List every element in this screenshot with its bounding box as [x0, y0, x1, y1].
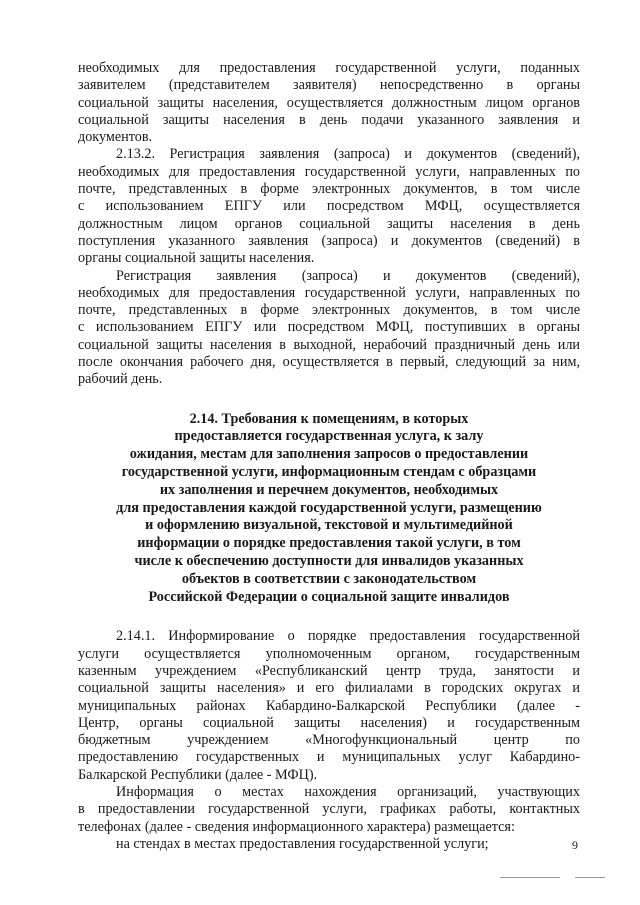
- text-line: 2.13.2. Регистрация заявления (запроса) и документов (сведений),: [116, 146, 580, 163]
- text-line: социальной защиты населения, осуществляется должностным лицом органов: [78, 94, 580, 111]
- text-line: социальной защиты населения в день подачи указанного заявления и: [78, 111, 580, 128]
- document-page: [78, 60, 580, 853]
- heading-line: информации о порядке предоставления такой услуги, в том: [137, 535, 521, 552]
- text-line: почте, представленных в форме электронных документов, в том числе: [78, 181, 580, 198]
- text-line: социальной защиты населения» и его филиалами в городских округах и: [78, 680, 580, 697]
- text-line: с использованием ЕПГУ или посредством МФЦ, осуществляется: [78, 198, 580, 215]
- paragraph-stands: [78, 836, 580, 853]
- text-line: казенным учреждением «Республиканский центр труда, занятости и: [78, 663, 580, 679]
- text-line: в предоставлении государственной услуги, графиках работы, контактных: [78, 801, 580, 818]
- text-line: необходимых для предоставления государственной услуги, направленных по: [78, 163, 580, 180]
- text-line: Регистрация заявления (запроса) и документов (сведений),: [116, 267, 580, 284]
- text-line: бюджетным учреждением «Многофункциональный центр по: [78, 732, 580, 749]
- text-line: органы социальной защиты населения.: [78, 250, 315, 267]
- text-line: телефонах (далее - сведения информационного характера) размещается:: [78, 818, 515, 835]
- page-number: 9: [572, 838, 578, 852]
- text-line: заявителем (представителем заявителя) непосредственно в органы: [78, 77, 580, 94]
- heading-line: числе к обеспечению доступности для инвалидов указанных: [134, 553, 524, 570]
- text-line: Информация о местах нахождения организаций, участвующих: [116, 784, 580, 801]
- text-line: Балкарской Республики (далее - МФЦ).: [78, 766, 318, 783]
- text-line: необходимых для предоставления государственной услуги, направленных по: [78, 284, 580, 301]
- text-line: социальной защиты населения в выходной, нерабочий праздничный день или: [78, 336, 580, 353]
- text-line: услуги осуществляется уполномоченным органом, государственным: [78, 645, 580, 662]
- scan-edge-mark: [500, 877, 560, 878]
- text-line: с использованием ЕПГУ или посредством МФЦ, поступивших в органы: [78, 319, 580, 336]
- text-line: предоставлению государственных и муниципальных услуг Кабардино-: [78, 749, 580, 766]
- text-line: поступления указанного заявления (запроса) и документов (сведений) в: [78, 232, 580, 249]
- paragraph-information: [78, 784, 580, 836]
- text-line: 2.14.1. Информирование о порядке предоставления государственной: [116, 628, 580, 645]
- heading-line: предоставляется государственная услуга, к залу: [174, 428, 484, 445]
- heading-line: государственной услуги, информационным стендам с образцами: [121, 464, 537, 481]
- heading-line: для предоставления каждой государственной услуги, размещению: [116, 499, 542, 516]
- section-heading-2-14: [78, 411, 580, 607]
- heading-line: и оформлению визуальной, текстовой и мультимедийной: [145, 517, 513, 534]
- heading-line: 2.14. Требования к помещениям, в которых: [189, 410, 469, 427]
- heading-line: ожидания, местам для заполнения запросов о предоставлении: [129, 446, 529, 463]
- text-line: необходимых для предоставления государственной услуги, поданных: [78, 60, 580, 76]
- text-line: муниципальных районах Кабардино-Балкарской Республики (далее -: [78, 697, 580, 714]
- text-line: на стендах в местах предоставления государственной услуги;: [116, 835, 489, 852]
- paragraph-2-14-1: [78, 628, 580, 784]
- paragraph-2-13-2: [78, 146, 580, 267]
- scan-edge-mark: [575, 877, 605, 878]
- heading-line: Российской Федерации о социальной защите инвалидов: [148, 588, 510, 605]
- text-line: должностным лицом органов социальной защиты населения в день: [78, 215, 580, 232]
- text-line: Центр, органы социальной защиты населения) и государственным: [78, 714, 580, 731]
- paragraph-intro: [78, 60, 580, 146]
- paragraph-registration: [78, 268, 580, 389]
- heading-line: объектов в соответствии с законодательством: [181, 570, 477, 587]
- text-line: после окончания рабочего дня, осуществляется в первый, следующий за ним,: [78, 354, 580, 371]
- text-line: почте, представленных в форме электронных документов, в том числе: [78, 302, 580, 319]
- text-line: документов.: [78, 129, 153, 146]
- heading-line: их заполнения и перечнем документов, необходимых: [159, 481, 499, 498]
- text-line: рабочий день.: [78, 371, 163, 388]
